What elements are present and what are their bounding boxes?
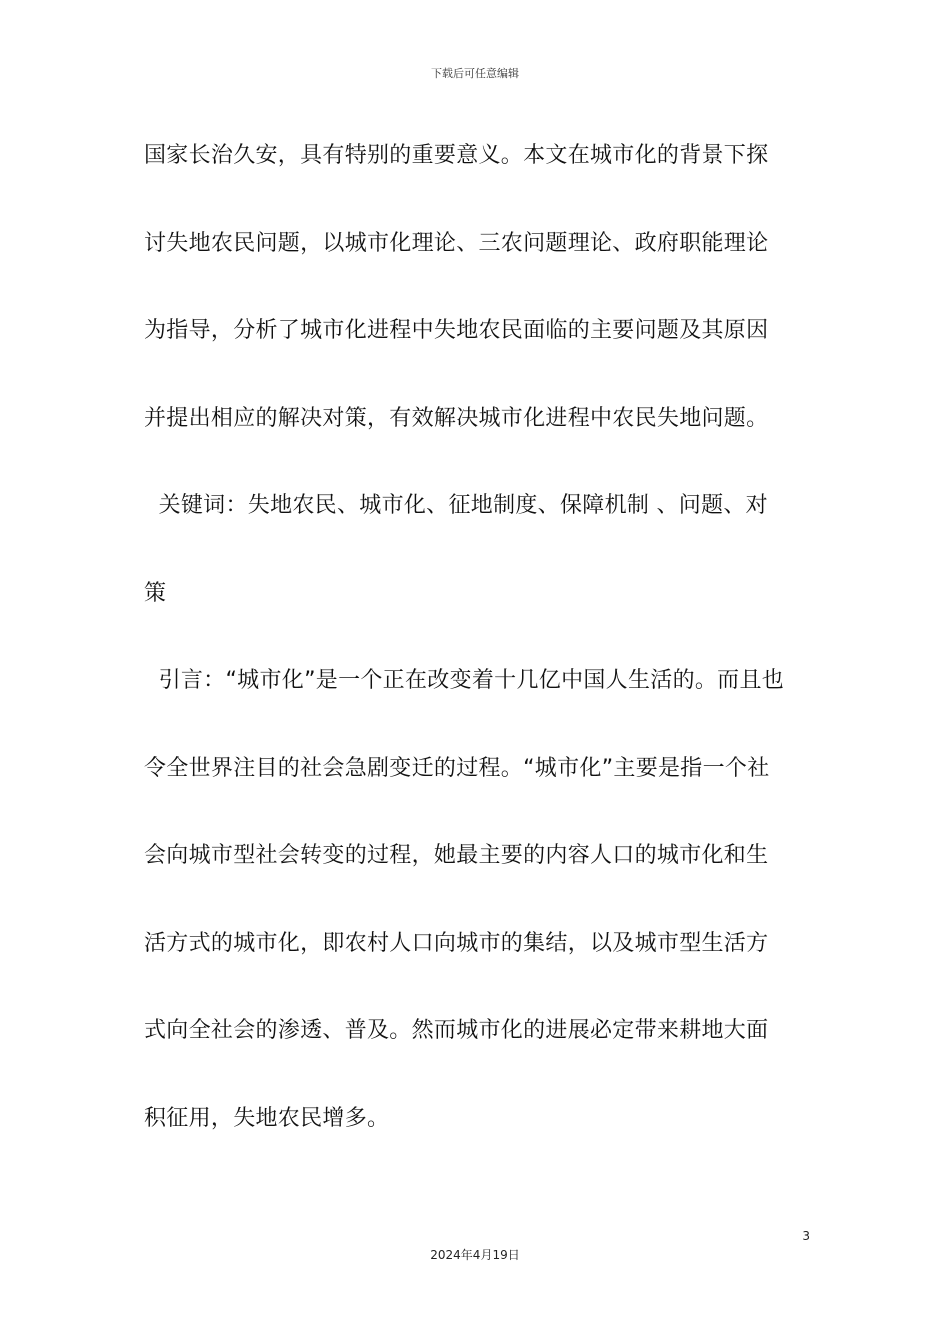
- page-header: 下载后可任意编辑: [431, 67, 519, 80]
- body-line: 并提出相应的解决对策，有效解决城市化进程中农民失地问题。: [144, 405, 769, 431]
- body-line: 讨失地农民问题，以城市化理论、三农问题理论、政府职能理论: [144, 230, 769, 256]
- keywords-line: 关键词：失地农民、城市化、征地制度、保障机制 、问题、对: [144, 493, 768, 518]
- page-number: 3: [802, 1229, 810, 1243]
- keywords-line-continued: 策: [144, 580, 167, 606]
- intro-line: 引言：“城市化”是一个正在改变着十几亿中国人生活的。而且也: [144, 668, 785, 693]
- body-line: 会向城市型社会转变的过程，她最主要的内容人口的城市化和生: [144, 843, 769, 868]
- body-line: 国家长治久安，具有特别的重要意义。本文在城市化的背景下探: [144, 143, 769, 168]
- body-line: 式向全社会的渗透、普及。然而城市化的进展必定带来耕地大面: [144, 1018, 769, 1043]
- page-footer-date: 2024年4月19日: [430, 1248, 520, 1262]
- document-body: [144, 136, 808, 1186]
- body-line: 活方式的城市化，即农村人口向城市的集结，以及城市型生活方: [144, 930, 769, 956]
- body-line: 积征用，失地农民增多。: [144, 1105, 390, 1131]
- body-line: 令全世界注目的社会急剧变迁的过程。“城市化”主要是指一个社: [144, 755, 770, 781]
- body-line: 为指导，分析了城市化进程中失地农民面临的主要问题及其原因: [144, 318, 769, 343]
